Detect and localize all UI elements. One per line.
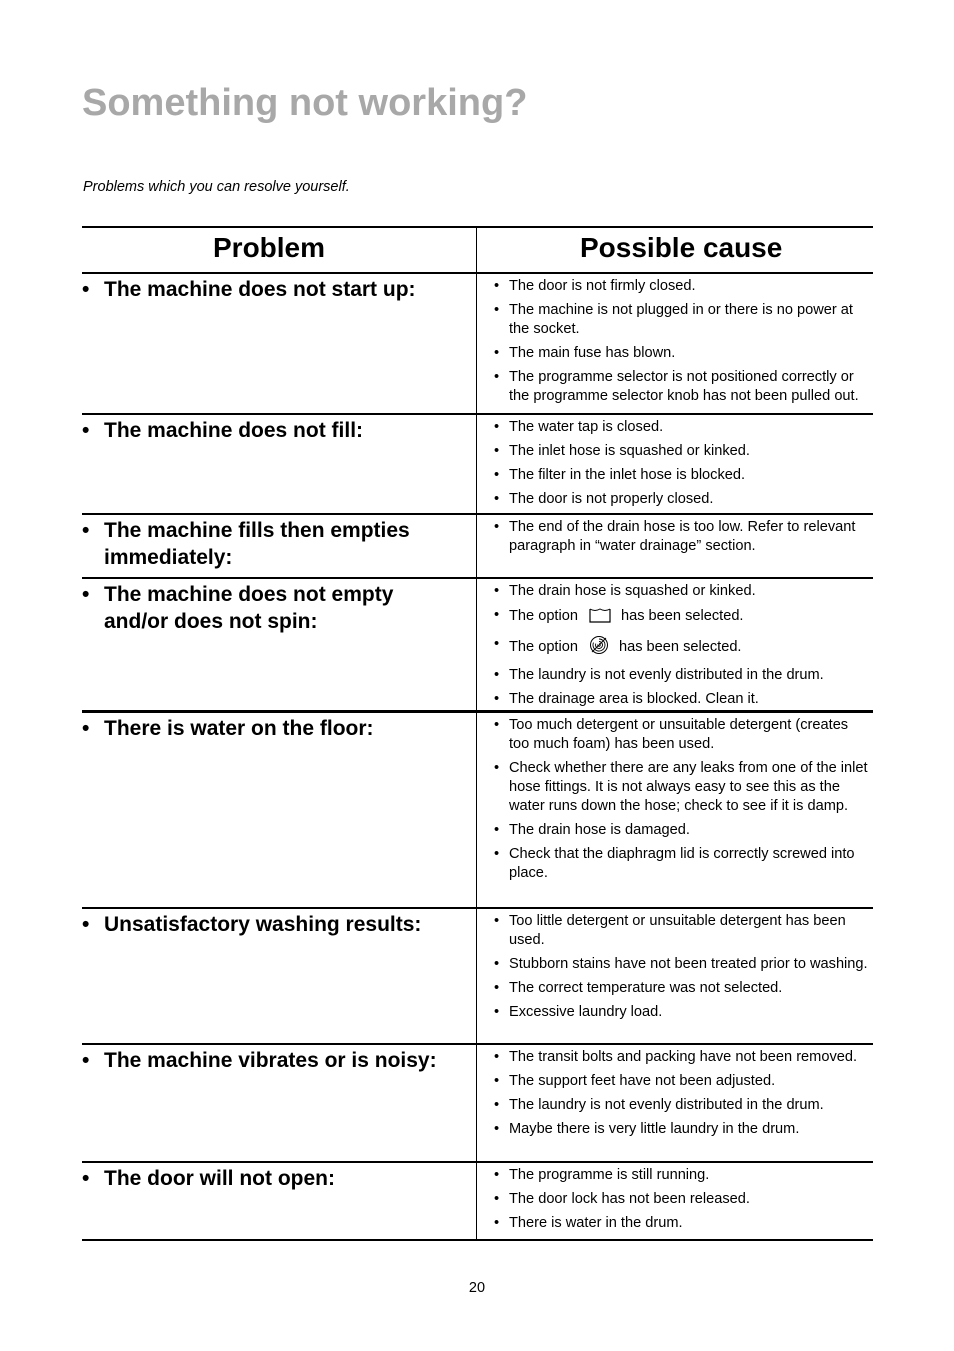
bullet: • bbox=[82, 1167, 90, 1190]
bullet: • bbox=[494, 980, 500, 996]
rinse-hold-icon bbox=[588, 606, 612, 630]
bullet: • bbox=[494, 913, 500, 929]
cause-cell bbox=[494, 418, 870, 514]
bullet: • bbox=[494, 467, 500, 483]
cause-item bbox=[494, 1072, 870, 1091]
cause-text: The laundry is not evenly distributed in the drum. bbox=[509, 1097, 824, 1113]
cause-item bbox=[494, 418, 870, 437]
bullet: • bbox=[494, 278, 500, 294]
cause-text: There is water in the drum. bbox=[509, 1215, 683, 1231]
cause-item bbox=[494, 1166, 870, 1185]
bullet: • bbox=[82, 278, 90, 301]
problem-cell bbox=[82, 581, 462, 635]
bullet: • bbox=[494, 607, 500, 623]
bullet: • bbox=[82, 913, 90, 936]
bullet: • bbox=[494, 302, 500, 318]
bullet: • bbox=[494, 846, 500, 862]
problem-text: The machine does not fill: bbox=[104, 419, 364, 442]
cause-text: has been selected. bbox=[618, 639, 742, 655]
problem-cell bbox=[82, 417, 462, 444]
bullet: • bbox=[494, 760, 500, 776]
table-row bbox=[82, 415, 873, 515]
cause-text: Maybe there is very little laundry in the drum. bbox=[509, 1121, 800, 1137]
bullet: • bbox=[494, 369, 500, 385]
cause-item bbox=[494, 606, 870, 630]
table-row bbox=[82, 515, 873, 579]
cause-item bbox=[494, 301, 870, 339]
bullet: • bbox=[494, 717, 500, 733]
cause-item bbox=[494, 1003, 870, 1022]
bullet: • bbox=[494, 583, 500, 599]
cause-text: The door is not firmly closed. bbox=[509, 278, 696, 294]
table-row bbox=[82, 274, 873, 415]
problem-text: The machine fills then empties immediately: bbox=[104, 519, 410, 569]
cause-item bbox=[494, 979, 870, 998]
cause-text: Stubborn stains have not been treated prior to washing. bbox=[509, 956, 868, 972]
table-row bbox=[82, 579, 873, 713]
problem-cell bbox=[82, 517, 462, 571]
cause-text: The transit bolts and packing have not been removed. bbox=[509, 1049, 858, 1065]
cause-item bbox=[494, 1214, 870, 1233]
bullet: • bbox=[82, 519, 90, 542]
cause-item bbox=[494, 466, 870, 485]
cause-text: The option bbox=[509, 639, 578, 655]
cause-item bbox=[494, 1190, 870, 1209]
cause-item bbox=[494, 1120, 870, 1139]
cause-text: The drainage area is blocked. Clean it. bbox=[509, 691, 759, 707]
cause-text: The support feet have not been adjusted. bbox=[509, 1073, 776, 1089]
bullet: • bbox=[494, 345, 500, 361]
cause-cell bbox=[494, 277, 870, 411]
bullet: • bbox=[494, 1004, 500, 1020]
cause-item bbox=[494, 912, 870, 950]
cause-text: The option bbox=[509, 608, 578, 624]
table-row bbox=[82, 909, 873, 1045]
problem-text: There is water on the floor: bbox=[104, 717, 374, 740]
cause-item bbox=[494, 344, 870, 363]
table-header-row bbox=[82, 228, 873, 274]
cause-cell bbox=[494, 1166, 870, 1238]
cause-item bbox=[494, 368, 870, 406]
bullet: • bbox=[494, 1191, 500, 1207]
bullet: • bbox=[494, 691, 500, 707]
cause-cell bbox=[494, 716, 870, 888]
bullet: • bbox=[494, 667, 500, 683]
cause-text: The end of the drain hose is too low. Refer to relevant paragraph in “water drainage” section. bbox=[509, 519, 856, 554]
cause-text: The programme is still running. bbox=[509, 1167, 710, 1183]
bullet: • bbox=[494, 1215, 500, 1231]
cause-item bbox=[494, 1048, 870, 1067]
cause-cell bbox=[494, 1048, 870, 1144]
bullet: • bbox=[494, 419, 500, 435]
bullet: • bbox=[494, 491, 500, 507]
cause-item bbox=[494, 955, 870, 974]
table-row bbox=[82, 1163, 873, 1241]
no-spin-icon bbox=[588, 635, 610, 661]
cause-item bbox=[494, 582, 870, 601]
cause-text: Check that the diaphragm lid is correctly screwed into place. bbox=[509, 846, 855, 881]
cause-item bbox=[494, 759, 870, 816]
cause-item bbox=[494, 690, 870, 709]
cause-text: The machine is not plugged in or there is no power at the socket. bbox=[509, 302, 853, 337]
cause-text: Too little detergent or unsuitable detergent has been used. bbox=[509, 913, 846, 948]
problem-cell bbox=[82, 911, 462, 938]
bullet: • bbox=[494, 636, 500, 652]
cause-text: has been selected. bbox=[620, 608, 744, 624]
cause-item bbox=[494, 666, 870, 685]
cause-item bbox=[494, 490, 870, 509]
bullet: • bbox=[494, 1121, 500, 1137]
cause-item bbox=[494, 1096, 870, 1115]
cause-text: The programme selector is not positioned correctly or the programme selector knob has not been pulled out. bbox=[509, 369, 859, 404]
cause-item bbox=[494, 716, 870, 754]
cause-text: The drain hose is squashed or kinked. bbox=[509, 583, 756, 599]
cause-text: The filter in the inlet hose is blocked. bbox=[509, 467, 746, 483]
bullet: • bbox=[82, 717, 90, 740]
cause-text: The laundry is not evenly distributed in the drum. bbox=[509, 667, 824, 683]
table-row bbox=[82, 1045, 873, 1163]
header-possible-cause: Possible cause bbox=[580, 232, 783, 263]
cause-cell bbox=[494, 912, 870, 1027]
bullet: • bbox=[82, 419, 90, 442]
bullet: • bbox=[82, 583, 90, 606]
cause-item bbox=[494, 635, 870, 661]
cause-text: The inlet hose is squashed or kinked. bbox=[509, 443, 750, 459]
bullet: • bbox=[494, 1049, 500, 1065]
cause-cell bbox=[494, 582, 870, 714]
bullet: • bbox=[494, 822, 500, 838]
cause-text: Check whether there are any leaks from one of the inlet hose fittings. It is not always easy to see this as the water runs down the hose; check to see if it is damp. bbox=[509, 760, 868, 814]
table-body bbox=[82, 274, 873, 1241]
problem-text: The machine vibrates or is noisy: bbox=[104, 1049, 437, 1072]
cause-item bbox=[494, 277, 870, 296]
problem-cell bbox=[82, 1047, 462, 1074]
problem-cell bbox=[82, 715, 462, 742]
cause-text: The main fuse has blown. bbox=[509, 345, 676, 361]
table-row bbox=[82, 713, 873, 909]
page-subtitle: Problems which you can resolve yourself. bbox=[83, 179, 350, 195]
cause-text: Excessive laundry load. bbox=[509, 1004, 663, 1020]
header-problem: Problem bbox=[213, 232, 326, 263]
problem-cell bbox=[82, 1165, 462, 1192]
problem-cell bbox=[82, 276, 462, 303]
troubleshooting-table bbox=[82, 226, 873, 1241]
bullet: • bbox=[494, 1073, 500, 1089]
cause-item bbox=[494, 821, 870, 840]
cause-item bbox=[494, 442, 870, 461]
bullet: • bbox=[494, 1097, 500, 1113]
cause-text: Too much detergent or unsuitable detergent (creates too much foam) has been used. bbox=[509, 717, 849, 752]
cause-item bbox=[494, 518, 870, 556]
cause-text: The correct temperature was not selected. bbox=[509, 980, 783, 996]
page-number: 20 bbox=[468, 1280, 486, 1296]
problem-text: The machine does not start up: bbox=[104, 278, 416, 301]
cause-item bbox=[494, 845, 870, 883]
cause-text: The door is not properly closed. bbox=[509, 491, 714, 507]
cause-text: The door lock has not been released. bbox=[509, 1191, 750, 1207]
cause-cell bbox=[494, 518, 870, 561]
cause-text: The drain hose is damaged. bbox=[509, 822, 690, 838]
bullet: • bbox=[494, 443, 500, 459]
cause-text: The water tap is closed. bbox=[509, 419, 664, 435]
problem-text: Unsatisfactory washing results: bbox=[104, 913, 422, 936]
bullet: • bbox=[494, 956, 500, 972]
bullet: • bbox=[494, 519, 500, 535]
problem-text: The door will not open: bbox=[104, 1167, 335, 1190]
page-title: Something not working? bbox=[82, 82, 528, 124]
bullet: • bbox=[494, 1167, 500, 1183]
bullet: • bbox=[82, 1049, 90, 1072]
problem-text: The machine does not empty and/or does not spin: bbox=[104, 583, 394, 633]
